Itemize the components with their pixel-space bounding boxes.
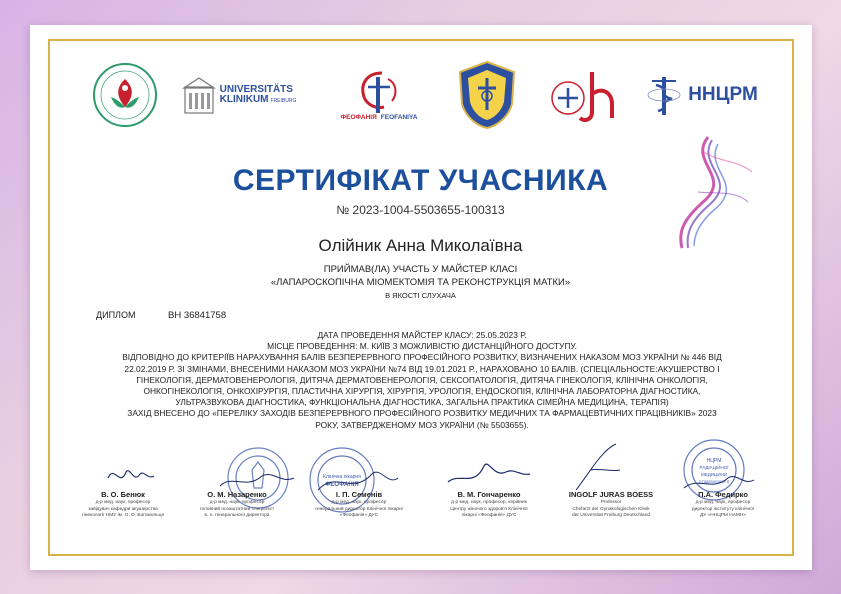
- signature-nazarenko: [220, 474, 294, 486]
- diploma-number: ВН 36841758: [168, 310, 227, 321]
- signatory-role: Professor: [600, 500, 622, 505]
- signatory-role: Центру жіночого здоров'я Клінічної: [450, 506, 528, 512]
- signatory-role: ДУ «ННЦРМ НАМН»: [699, 513, 747, 519]
- logo-text-feofaniya-en: FEOFANIYA: [380, 113, 418, 121]
- signatory-nazarenko: [178, 490, 296, 519]
- signatory-benyuk: [64, 490, 182, 519]
- signatory-name: П.А. Федирко: [698, 490, 748, 499]
- signatory-role: der Universitat Freiburg Deutschland: [571, 513, 651, 519]
- body-line: ДАТА ПРОВЕДЕННЯ МАЙСТЕР КЛАСУ: 25.05.2023 Р.: [317, 330, 527, 340]
- signatory-name: В. О. Бенюк: [101, 490, 145, 499]
- signatory-role: лікарні «Феофанія» ДУС: [461, 513, 517, 519]
- signatory-goncharenko: [430, 490, 548, 519]
- certificate-number: № 2023-1004-5503655-100313: [336, 203, 505, 217]
- signature-goncharenko: [448, 464, 530, 482]
- signatory-name: INGOLF JURAS BOESS: [568, 490, 654, 499]
- signatory-fedyrko: [664, 490, 782, 519]
- logo-text-nncrm: ННЦРМ: [688, 84, 758, 106]
- signatory-role: «Феофанія» ДУС: [339, 513, 379, 519]
- stamp-nncrm-text-1: НЦРМ: [706, 458, 722, 464]
- signature-benyuk: [108, 471, 154, 478]
- stamp-nncrm-text-3: МЕДИЦИНИ: [700, 472, 728, 477]
- logo-text-freiburg: FREIBURG: [270, 98, 297, 104]
- signatory-name: О. М. Назаренко: [207, 490, 267, 499]
- body-line: ОНКОГІНЕКОЛОГІЯ, ОНКОХІРУРГІЯ, ПЛАСТИЧНА ХІРУРГІЯ, ХІРУРГІЯ, УРОЛОГІЯ, ЕНДОСКОПІЯ, КЛІНІЧНА ЛАБОРАТОРНА ДІАГНОСТИКА,: [143, 386, 701, 397]
- logo-text-feofaniya-ua: ФЕОФАНІЯ: [340, 113, 377, 121]
- signatory-role: д-р мед. наук, професор: [95, 500, 151, 505]
- masterclass-title: «ЛАПАРОСКОПІЧНА МІОМЕКТОМІЯ ТА РЕКОНСТРУКЦІЯ МАТКИ»: [270, 277, 571, 288]
- stamp-feofaniya-text-1: Клінічна лікарня: [323, 474, 361, 480]
- certificate-title: СЕРТИФІКАТ УЧАСНИКА: [232, 164, 609, 197]
- signatory-role: директор інституту клінічної: [691, 506, 755, 512]
- signatory-role: д-р мед. наук, професор: [331, 500, 387, 505]
- participation-line: ПРИЙМАВ(ЛА) УЧАСТЬ У МАЙСТЕР КЛАСІ: [323, 264, 518, 275]
- stamp-nncrm-text-2: РАДІАЦІЙНОЇ: [699, 465, 729, 470]
- signatory-role: гінекології НМУ ім. О. О. Богомольця: [81, 513, 165, 519]
- body-line: УЛЬТРАЗВУКОВА ДІАГНОСТИКА, ФУНКЦІОНАЛЬНА ДІАГНОСТИКА, ЗАГАЛЬНА ПРАКТИКА СІМЕЙНА МЕДИЦИНА, ТЕРАПІЯ): [175, 397, 669, 408]
- signatory-role: д-р мед. наук, професор, керівник: [451, 500, 527, 505]
- diploma-label: ДИПЛОМ: [96, 310, 136, 320]
- signatory-semeniv: [300, 490, 418, 519]
- signatory-role: завідувач кафедри акушерства: [88, 506, 158, 512]
- participant-role: В ЯКОСТІ СЛУХАЧА: [385, 291, 456, 300]
- stamp-nncrm-text-4: ЕПІДЕМІОЛОГІЇ: [699, 479, 729, 484]
- signatory-role: Chefarzt der Gynakologischen Klinik: [572, 506, 650, 512]
- body-line: ЗАХІД ВНЕСЕНО ДО «ПЕРЕЛІКУ ЗАХОДІВ БЕЗПЕРЕРВНОГО ПРОФЕСІЙНОГО РОЗВИТКУ МЕДИЧНИХ ТА ФАРМАЦЕВТИЧНИХ ПРАЦІВНИКІВ» 2023: [127, 408, 717, 419]
- body-line: МІСЦЕ ПРОВЕДЕННЯ: М. КИЇВ З МОЖЛИВІСТЮ ДИСТАНЦІЙНОГО ДОСТУПУ.: [267, 341, 577, 352]
- signatory-boess: [552, 490, 670, 519]
- signatory-role: головний позаштатний спеціаліст: [199, 506, 275, 512]
- body-line: ВІДПОВІДНО ДО КРИТЕРІЇВ НАРАХУВАННЯ БАЛІВ БЕЗПЕРЕРВНОГО ПРОФЕСІЙНОГО РОЗВИТКУ, ВИЗНАЧЕНИХ НАКАЗОМ МОЗ УКРАЇНИ № 446 ВІД: [122, 352, 722, 363]
- stamp-feofaniya-text-2: ФЕОФАНІЯ: [325, 482, 359, 488]
- signatory-name: В. М. Гончаренко: [457, 490, 521, 499]
- logo-text-universitats: UNIVERSITÄTS: [219, 83, 293, 95]
- body-line: РОКУ, ЗАТВЕРДЖЕНОМУ МОЗ УКРАЇНИ (№ 5503655).: [315, 419, 529, 430]
- body-line: ГІНЕКОЛОГІЯ, ДЕРМАТОВЕНЕРОЛОГІЯ, ДИТЯЧА ДЕРМАТОВЕНЕРОЛОГІЯ, СЕКСОПАТОЛОГІЯ, ДИТЯЧА ГІНЕКОЛОГІЯ, КЛІНІЧНА ОНКОЛОГІЯ,: [136, 374, 708, 385]
- signatory-role: д-р мед. наук, професор: [209, 500, 265, 505]
- body-line: 22.02.2019 Р. ЗІ ЗМІНАМИ, ВНЕСЕНИМИ НАКАЗОМ МОЗ УКРАЇНИ №74 ВІД 19.01.2021 Р., НАРАХОВАНО 10 БАЛІВ. (СПЕЦІАЛЬНОСТЕ:АКУШЕРСТВО І: [124, 363, 720, 374]
- signatory-role: д-р мед. наук, професор: [695, 500, 751, 505]
- signatory-role: генеральний директор Клінічної лікарні: [315, 506, 403, 512]
- signatory-role: в. о. генерального директора: [204, 513, 270, 519]
- signatory-name: І. П. Семенів: [335, 490, 383, 499]
- logo-text-klinikum: KLINIKUM: [219, 94, 269, 105]
- signature-boess: [576, 444, 620, 490]
- participant-name: Олійник Анна Миколаївна: [318, 236, 523, 255]
